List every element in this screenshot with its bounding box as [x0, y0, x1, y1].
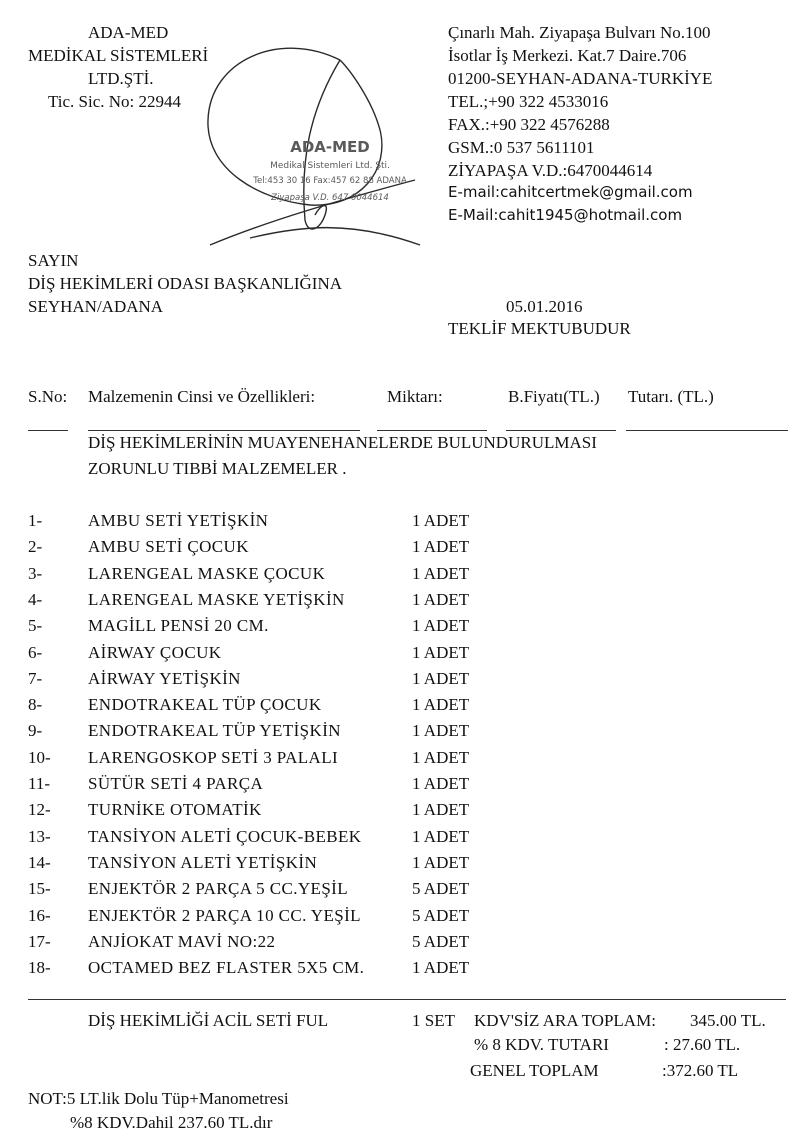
item-quantity: 1 ADET: [412, 537, 470, 556]
item-quantity: 5 ADET: [412, 932, 470, 951]
set-name: DİŞ HEKİMLİĞİ ACİL SETİ FUL: [88, 1011, 329, 1030]
vat-label: % 8 KDV. TUTARI: [474, 1035, 609, 1054]
header-unit-price: B.Fiyatı(TL.): [508, 387, 600, 406]
item-number: 7-: [28, 669, 43, 688]
header-underline-total: [626, 430, 788, 431]
header-total: Tutarı. (TL.): [628, 387, 714, 406]
tax-office: ZİYAPAŞA V.D.:6470044614: [448, 161, 653, 180]
item-name: MAGİLL PENSİ 20 CM.: [88, 616, 269, 635]
item-number: 18-: [28, 958, 51, 977]
item-name: TURNİKE OTOMATİK: [88, 800, 262, 819]
subtotal-value: 345.00 TL.: [690, 1011, 766, 1030]
fax-number: FAX.:+90 322 4576288: [448, 115, 610, 134]
item-quantity: 1 ADET: [412, 853, 470, 872]
stamp-phone: Tel:453 30 16 Fax:457 62 88 ADANA: [253, 176, 407, 186]
item-quantity: 1 ADET: [412, 590, 470, 609]
trade-registry-number: Tic. Sic. No: 22944: [48, 92, 182, 111]
document-date: 05.01.2016: [506, 297, 583, 316]
email-1: E-mail:cahitcertmek@gmail.com: [448, 183, 693, 201]
header-underline-no: [28, 430, 68, 431]
item-quantity: 1 ADET: [412, 511, 470, 530]
recipient-name: DİŞ HEKİMLERİ ODASI BAŞKANLIĞINA: [28, 274, 343, 293]
item-name: TANSİYON ALETİ ÇOCUK-BEBEK: [88, 827, 362, 846]
item-name: TANSİYON ALETİ YETİŞKİN: [88, 853, 318, 872]
item-name: LARENGOSKOP SETİ 3 PALALI: [88, 748, 339, 767]
header-serial-no: S.No:: [28, 387, 68, 406]
item-number: 14-: [28, 853, 51, 872]
item-name: OCTAMED BEZ FLASTER 5X5 CM.: [88, 958, 365, 977]
address-line-1: Çınarlı Mah. Ziyapaşa Bulvarı No.100: [448, 23, 711, 42]
header-underline-qty: [377, 430, 487, 431]
header-quantity: Miktarı:: [387, 387, 443, 406]
stamp-tax-office: Ziyapaşa V.D. 647 0044614: [271, 193, 389, 203]
item-number: 15-: [28, 879, 51, 898]
item-number: 2-: [28, 537, 43, 556]
company-stamp: [190, 30, 430, 260]
item-number: 5-: [28, 616, 43, 635]
recipient-salutation: SAYIN: [28, 251, 79, 270]
item-number: 1-: [28, 511, 43, 530]
item-number: 11-: [28, 774, 51, 793]
item-number: 13-: [28, 827, 51, 846]
header-underline-desc: [88, 430, 360, 431]
summary-divider: [28, 999, 786, 1000]
grand-total-value: :372.60 TL: [662, 1061, 739, 1080]
item-quantity: 1 ADET: [412, 774, 470, 793]
item-quantity: 1 ADET: [412, 669, 470, 688]
item-name: AMBU SETİ ÇOCUK: [88, 537, 249, 556]
item-number: 4-: [28, 590, 43, 609]
company-name: ADA-MED: [88, 23, 169, 42]
item-name: ANJİOKAT MAVİ NO:22: [88, 932, 276, 951]
item-name: LARENGEAL MASKE YETİŞKİN: [88, 590, 345, 609]
item-quantity: 1 ADET: [412, 616, 470, 635]
item-number: 9-: [28, 721, 43, 740]
mobile-number: GSM.:0 537 5611101: [448, 138, 595, 157]
company-subname: MEDİKAL SİSTEMLERİ: [28, 46, 209, 65]
note-line-1: NOT:5 LT.lik Dolu Tüp+Manometresi: [28, 1089, 289, 1108]
item-quantity: 5 ADET: [412, 906, 470, 925]
item-name: AİRWAY ÇOCUK: [88, 643, 222, 662]
item-quantity: 1 ADET: [412, 748, 470, 767]
phone-number: TEL.;+90 322 4533016: [448, 92, 609, 111]
section-title-line-2: ZORUNLU TIBBİ MALZEMELER .: [88, 459, 347, 478]
item-quantity: 1 ADET: [412, 827, 470, 846]
item-quantity: 1 ADET: [412, 958, 470, 977]
item-number: 6-: [28, 643, 43, 662]
item-number: 8-: [28, 695, 43, 714]
subtotal-label: KDV'SİZ ARA TOPLAM:: [474, 1011, 656, 1030]
item-number: 17-: [28, 932, 51, 951]
item-quantity: 1 ADET: [412, 695, 470, 714]
item-quantity: 1 ADET: [412, 721, 470, 740]
item-name: AİRWAY YETİŞKİN: [88, 669, 241, 688]
stamp-subtitle: Medikal Sistemleri Ltd. Şti.: [270, 161, 390, 171]
note-line-2: %8 KDV.Dahil 237.60 TL.dır: [70, 1113, 273, 1132]
item-quantity: 1 ADET: [412, 564, 470, 583]
stamp-name: ADA-MED: [290, 138, 370, 156]
item-name: SÜTÜR SETİ 4 PARÇA: [88, 774, 264, 793]
vat-value: : 27.60 TL.: [664, 1035, 741, 1054]
item-quantity: 1 ADET: [412, 643, 470, 662]
item-number: 16-: [28, 906, 51, 925]
address-line-3: 01200-SEYHAN-ADANA-TURKİYE: [448, 69, 713, 88]
item-quantity: 5 ADET: [412, 879, 470, 898]
grand-total-label: GENEL TOPLAM: [470, 1061, 599, 1080]
header-underline-price: [506, 430, 616, 431]
item-quantity: 1 ADET: [412, 800, 470, 819]
item-name: ENDOTRAKEAL TÜP ÇOCUK: [88, 695, 322, 714]
item-number: 3-: [28, 564, 43, 583]
section-title-line-1: DİŞ HEKİMLERİNİN MUAYENEHANELERDE BULUNDURULMASI: [88, 433, 597, 452]
item-name: AMBU SETİ YETİŞKİN: [88, 511, 269, 530]
set-quantity: 1 SET: [412, 1011, 455, 1030]
address-line-2: İsotlar İş Merkezi. Kat.7 Daire.706: [448, 46, 687, 65]
company-legal-form: LTD.ŞTİ.: [88, 69, 154, 88]
item-name: ENDOTRAKEAL TÜP YETİŞKİN: [88, 721, 341, 740]
item-number: 10-: [28, 748, 51, 767]
header-description: Malzemenin Cinsi ve Özellikleri:: [88, 387, 316, 406]
email-2: E-Mail:cahit1945@hotmail.com: [448, 206, 683, 224]
item-name: ENJEKTÖR 2 PARÇA 5 CC.YEŞİL: [88, 879, 349, 898]
item-number: 12-: [28, 800, 51, 819]
document-title: TEKLİF MEKTUBUDUR: [448, 319, 631, 338]
item-name: ENJEKTÖR 2 PARÇA 10 CC. YEŞİL: [88, 906, 361, 925]
item-name: LARENGEAL MASKE ÇOCUK: [88, 564, 326, 583]
recipient-location: SEYHAN/ADANA: [28, 297, 164, 316]
